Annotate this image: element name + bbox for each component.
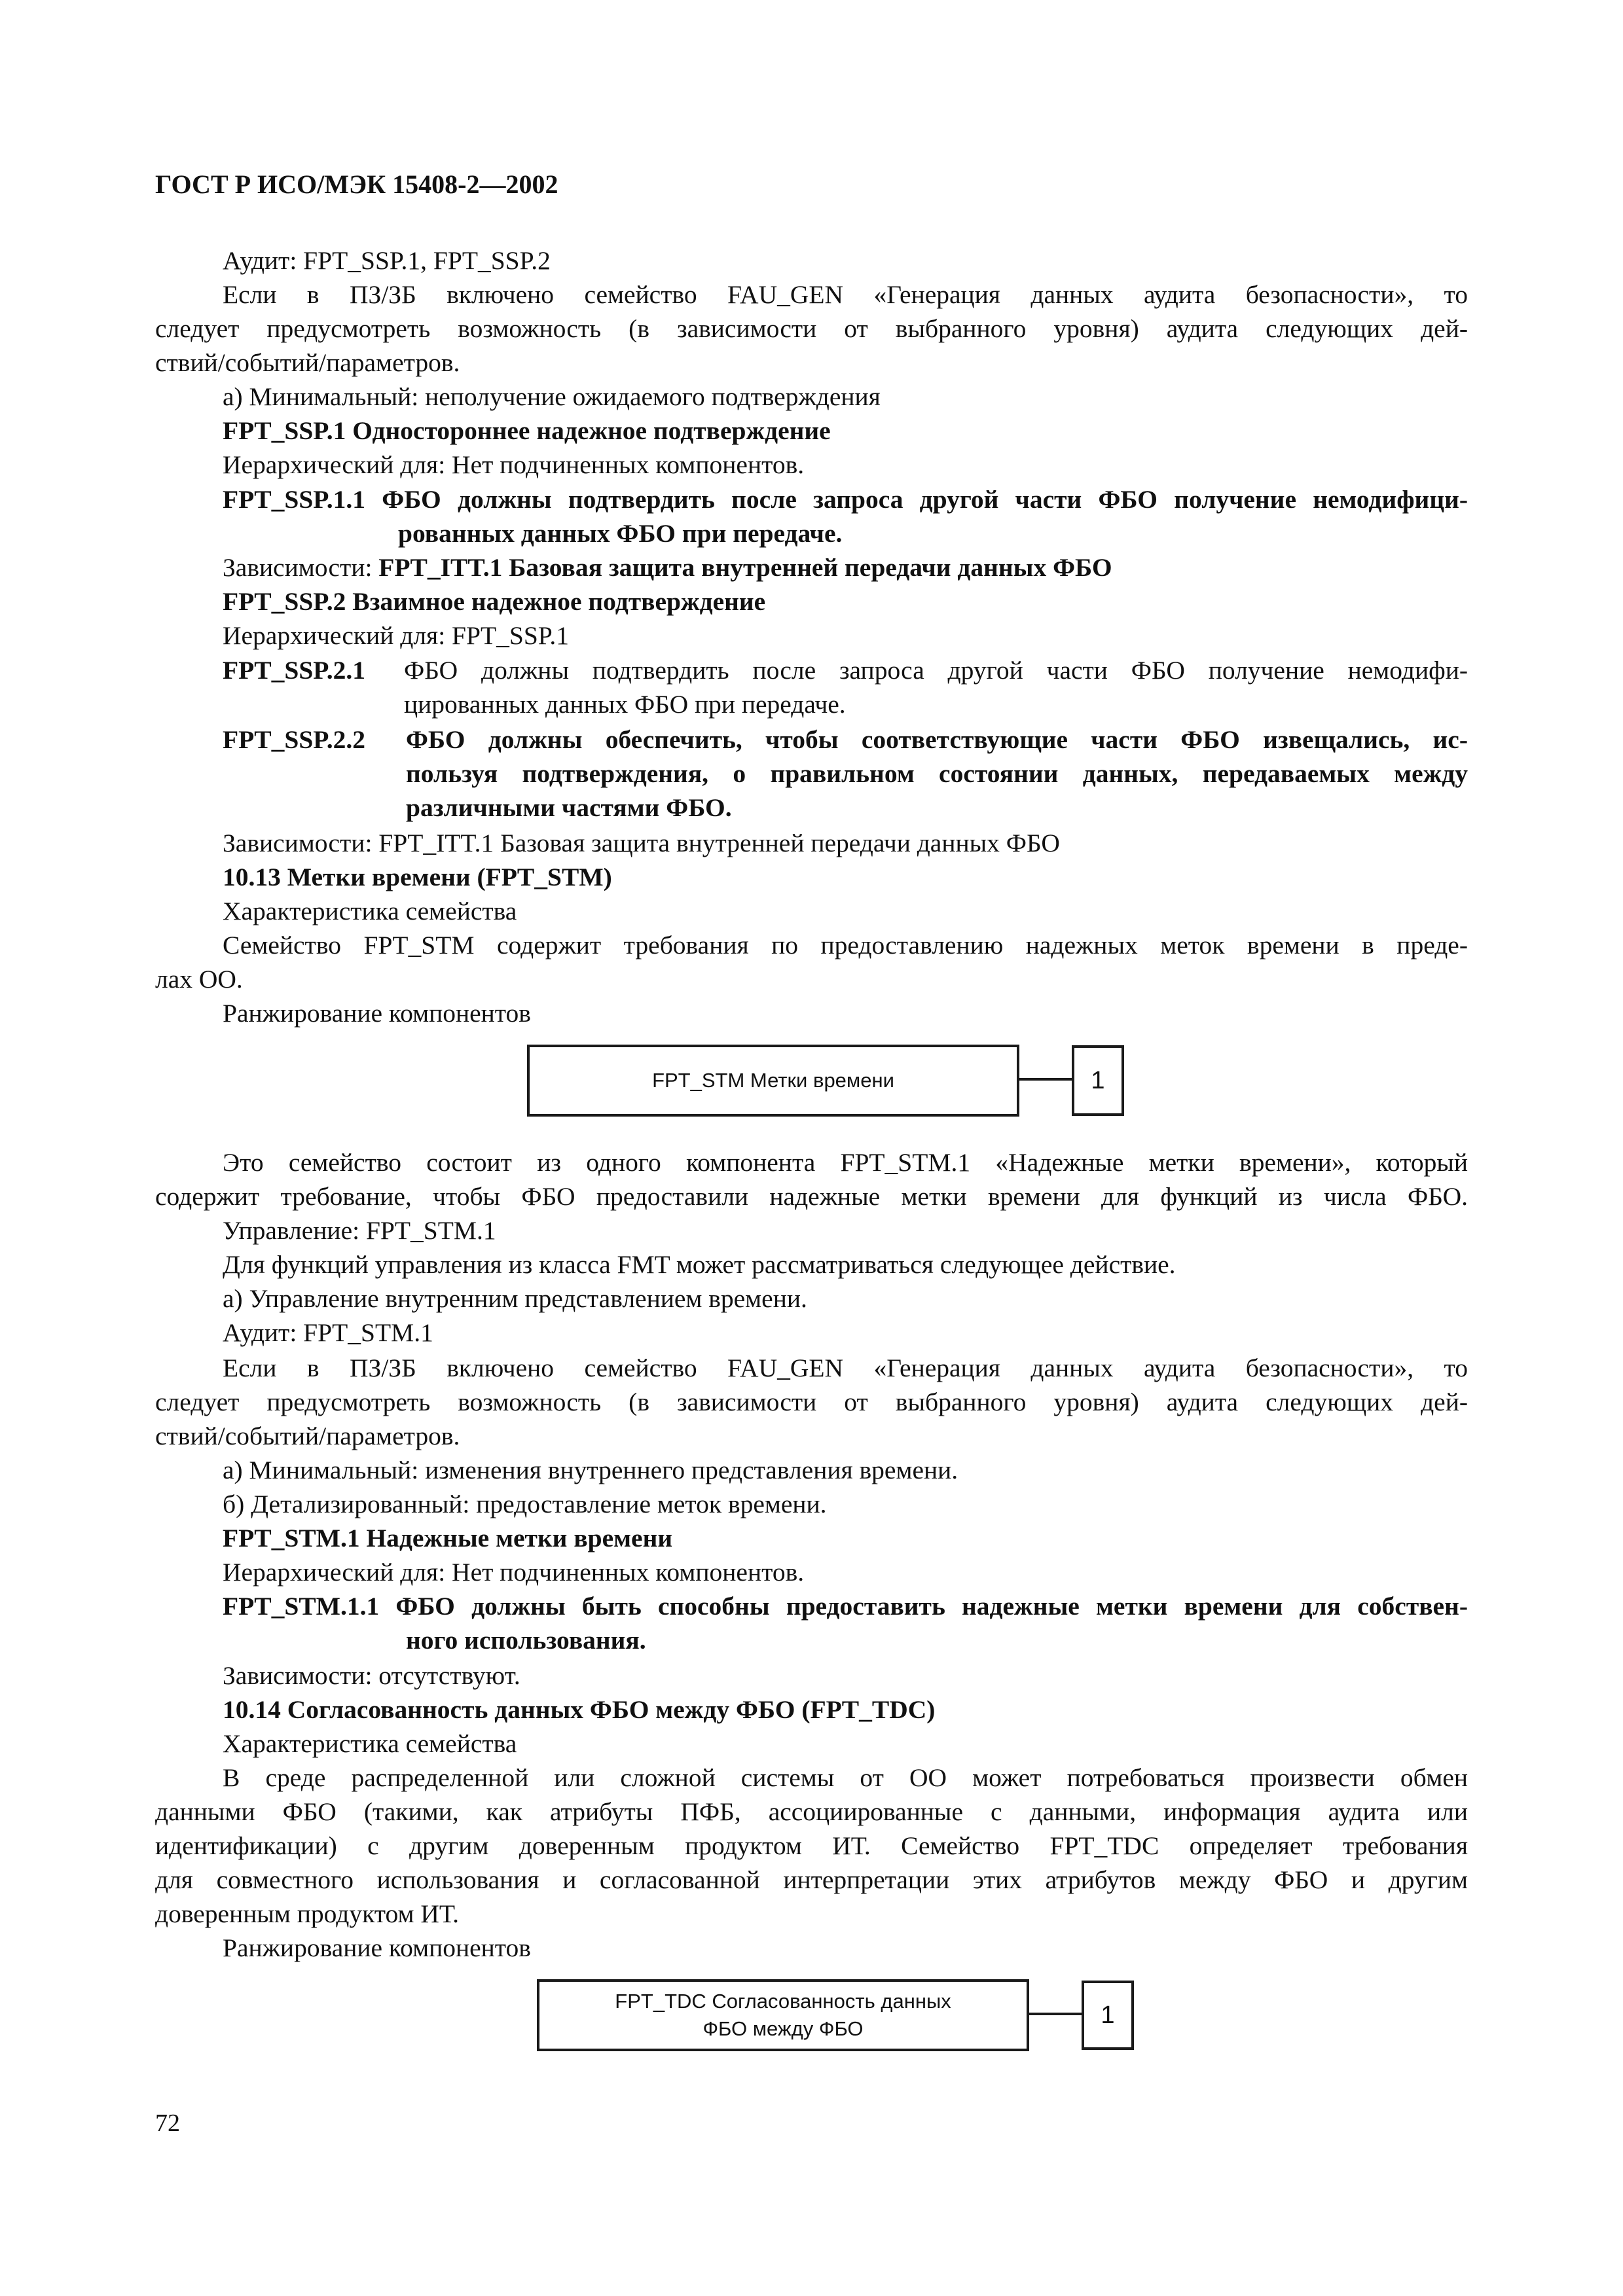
- element-line: рованных данных ФБО при передаче.: [398, 519, 843, 548]
- paragraph-line: Если в ПЗ/ЗБ включено семейство FAU_GEN «Генерация данных аудита безопасности», то: [223, 1354, 1468, 1382]
- element-id: FPT_SSP.2.1: [223, 656, 366, 685]
- paragraph-line: содержит требование, чтобы ФБО предоставили надежные метки времени для функций из числа ФБО.: [155, 1182, 1468, 1211]
- paragraph-line: Это семейство состоит из одного компонента FPT_STM.1 «Надежные метки времени», который: [223, 1148, 1468, 1177]
- page-number: 72: [155, 2109, 180, 2137]
- diagram-connector: [1019, 1078, 1072, 1081]
- audit-line: Аудит: FPT_STM.1: [223, 1318, 433, 1347]
- paragraph-line: Для функций управления из класса FMT может рассматриваться следующее действие.: [223, 1250, 1176, 1279]
- paragraph-line: следует предусмотреть возможность (в зависимости от выбранного уровня) аудита следующих дей-: [155, 1388, 1468, 1416]
- dependencies-line: Зависимости: FPT_ITT.1 Базовая защита внутренней передачи данных ФБО: [223, 829, 1060, 857]
- document-header: ГОСТ Р ИСО/МЭК 15408-2—2002: [155, 170, 558, 199]
- component-level-box: 1: [1072, 1045, 1124, 1116]
- subheading: Ранжирование компонентов: [223, 1933, 531, 1962]
- subheading: Характеристика семейства: [223, 1729, 517, 1758]
- element-line: пользуя подтверждения, о правильном состоянии данных, передаваемых между: [406, 759, 1468, 788]
- element-line: различными частями ФБО.: [406, 793, 732, 822]
- element-line: ФБО должны подтвердить после запроса другой части ФБО получение немодифи-: [404, 656, 1468, 685]
- hierarchy-line: Иерархический для: FPT_SSP.1: [223, 621, 570, 650]
- paragraph-line: Семейство FPT_STM содержит требования по предоставлению надежных меток времени в преде-: [223, 931, 1468, 960]
- component-heading: FPT_STM.1 Надежные метки времени: [223, 1524, 673, 1552]
- element-line: цированных данных ФБО при передаче.: [404, 690, 846, 719]
- element-line: FPT_SSP.1.1 ФБО должны подтвердить после запроса другой части ФБО получение немодифици-: [223, 485, 1468, 514]
- family-diagram-box: FPT_STM Метки времени: [527, 1045, 1019, 1117]
- paragraph-line: лах ОО.: [155, 965, 243, 994]
- section-heading: 10.13 Метки времени (FPT_STM): [223, 863, 612, 891]
- element-line: ного использования.: [406, 1626, 646, 1655]
- component-level-box: 1: [1082, 1981, 1134, 2050]
- subheading: Ранжирование компонентов: [223, 999, 531, 1028]
- dependencies-line: Зависимости: отсутствуют.: [223, 1661, 520, 1690]
- component-heading: FPT_SSP.1 Одностороннее надежное подтверждение: [223, 416, 831, 445]
- paragraph-line: В среде распределенной или сложной системы от ОО может потребоваться произвести обмен: [223, 1763, 1468, 1792]
- list-item: а) Управление внутренним представлением времени.: [223, 1284, 807, 1313]
- dependencies-line: Зависимости: FPT_ITT.1 Базовая защита внутренней передачи данных ФБО: [223, 553, 1112, 582]
- element-id: FPT_SSP.2.2: [223, 725, 366, 754]
- management-line: Управление: FPT_STM.1: [223, 1216, 496, 1245]
- list-item: б) Детализированный: предоставление меток времени.: [223, 1490, 827, 1518]
- paragraph-line: Если в ПЗ/ЗБ включено семейство FAU_GEN «Генерация данных аудита безопасности», то: [223, 280, 1468, 309]
- paragraph-line: ствий/событий/параметров.: [155, 1422, 460, 1450]
- paragraph-line: идентификации) с другим доверенным продуктом ИТ. Семейство FPT_TDC определяет требования: [155, 1831, 1468, 1860]
- audit-line: Аудит: FPT_SSP.1, FPT_SSP.2: [223, 246, 551, 275]
- paragraph-line: данными ФБО (такими, как атрибуты ПФБ, ассоциированные с данными, информация аудита или: [155, 1797, 1468, 1826]
- paragraph-line: следует предусмотреть возможность (в зависимости от выбранного уровня) аудита следующих дей-: [155, 314, 1468, 343]
- paragraph-line: доверенным продуктом ИТ.: [155, 1899, 459, 1928]
- paragraph-line: ствий/событий/параметров.: [155, 348, 460, 377]
- section-heading: 10.14 Согласованность данных ФБО между ФБО (FPT_TDC): [223, 1695, 936, 1724]
- family-diagram-box: FPT_TDC Согласованность данных ФБО между ФБО: [537, 1979, 1029, 2051]
- element-line: ФБО должны обеспечить, чтобы соответствующие части ФБО извещались, ис-: [406, 725, 1468, 754]
- diagram-connector: [1029, 2013, 1082, 2015]
- element-line: FPT_STM.1.1 ФБО должны быть способны предоставить надежные метки времени для собствен-: [223, 1592, 1468, 1621]
- paragraph-line: для совместного использования и согласованной интерпретации этих атрибутов между ФБО и другим: [155, 1865, 1468, 1894]
- list-item: а) Минимальный: изменения внутреннего представления времени.: [223, 1456, 958, 1484]
- component-heading: FPT_SSP.2 Взаимное надежное подтверждение: [223, 587, 766, 616]
- subheading: Характеристика семейства: [223, 897, 517, 925]
- hierarchy-line: Иерархический для: Нет подчиненных компонентов.: [223, 1558, 805, 1587]
- list-item: а) Минимальный: неполучение ожидаемого подтверждения: [223, 382, 881, 411]
- hierarchy-line: Иерархический для: Нет подчиненных компонентов.: [223, 450, 805, 479]
